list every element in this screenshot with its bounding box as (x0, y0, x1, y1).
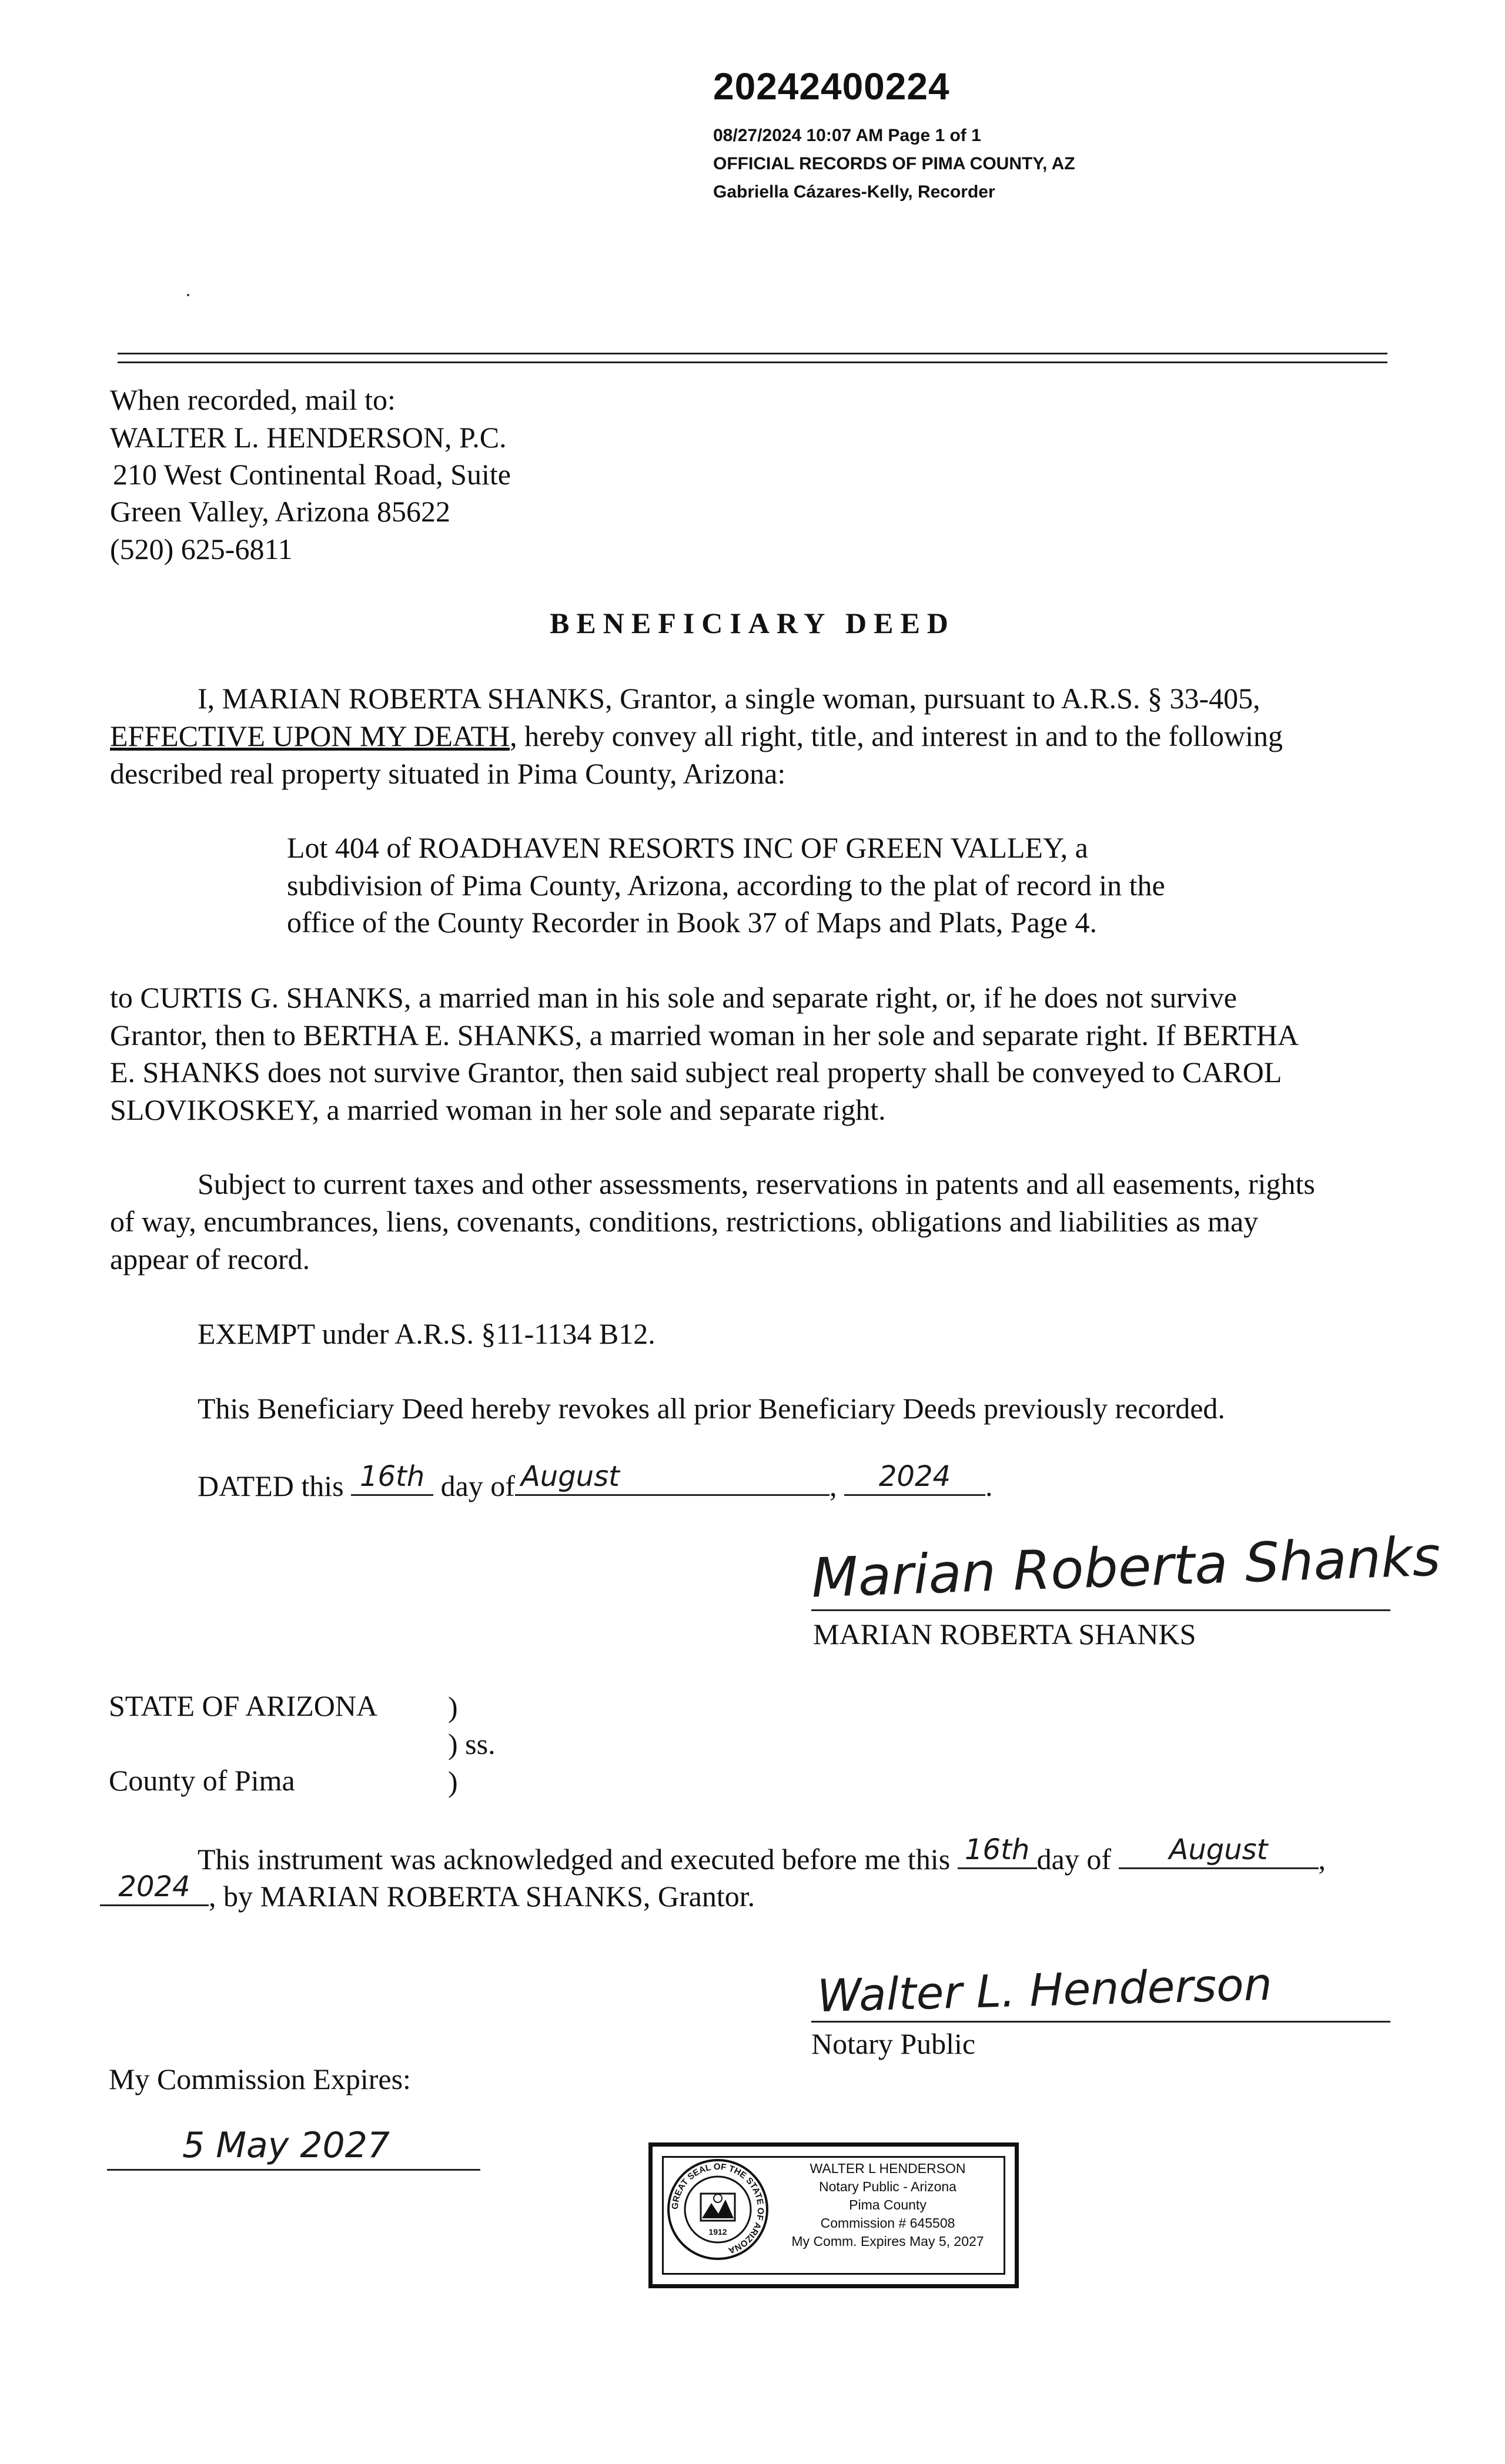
subject-line-2: of way, encumbrances, liens, covenants, conditions, restrictions, obligations and liabilities as may (110, 1205, 1259, 1238)
venue-paren-1: ) (448, 1690, 458, 1723)
commission-expires-label: My Commission Expires: (109, 2063, 411, 2095)
grantees-line-1: to CURTIS G. SHANKS, a married man in his sole and separate right, or, if he does not survive (110, 981, 1237, 1014)
ack-month-field (1119, 1833, 1319, 1869)
dated-line (198, 1460, 993, 1505)
mail-to-name: WALTER L. HENDERSON, P.C. (110, 421, 507, 454)
dated-day-field (351, 1460, 433, 1496)
document-title: BENEFICIARY DEED (550, 607, 955, 640)
subject-line-3: appear of record. (110, 1243, 310, 1275)
grant-line-1: I, MARIAN ROBERTA SHANKS, Grantor, a single woman, pursuant to A.R.S. § 33-405, (198, 682, 1260, 715)
grantees-line-3: E. SHANKS does not survive Grantor, then said subject real property shall be conveyed to CAROL (110, 1056, 1282, 1089)
mail-to-phone: (520) 625-6811 (110, 533, 293, 565)
dated-prefix: DATED this (198, 1469, 344, 1502)
stamp-text-block (779, 2160, 996, 2251)
dated-year-field (844, 1460, 985, 1496)
effective-upon-death: EFFECTIVE UPON MY DEATH (110, 719, 510, 752)
acknowledgment-line-1 (198, 1833, 1326, 1878)
grantor-signature: Marian Roberta Shanks (810, 1525, 1442, 1610)
revocation-clause: This Beneficiary Deed hereby revokes all prior Beneficiary Deeds previously recorded. (198, 1392, 1225, 1425)
dated-comma: , (829, 1469, 837, 1502)
venue-state: STATE OF ARIZONA (109, 1689, 378, 1722)
seal-ring-text: GREAT SEAL OF THE STATE OF ARIZONA (670, 2161, 766, 2256)
stamp-line-5: My Comm. Expires May 5, 2027 (791, 2234, 984, 2249)
dated-month-field (515, 1460, 830, 1496)
stamp-line-2: Notary Public - Arizona (819, 2179, 956, 2194)
venue-county: County of Pima (109, 1764, 295, 1797)
legal-line-3: office of the County Recorder in Book 37 of Maps and Plats, Page 4. (287, 906, 1098, 939)
exempt-clause: EXEMPT under A.R.S. §11-1134 B12. (198, 1317, 655, 1350)
grant-line-2-rest: , hereby convey all right, title, and interest in and to the following (510, 719, 1283, 752)
dated-day-handwritten: 16th (359, 1460, 425, 1493)
subject-line-1: Subject to current taxes and other assessments, reservations in patents and all easements, rights (198, 1167, 1315, 1200)
dated-end: . (985, 1469, 993, 1502)
notary-signature-line (811, 2021, 1390, 2023)
grantees-line-2: Grantor, then to BERTHA E. SHANKS, a married woman in her sole and separate right. If BERTHA (110, 1019, 1299, 1052)
dated-year-handwritten: 2024 (878, 1460, 951, 1493)
notary-public-label: Notary Public (811, 2027, 976, 2060)
ack-year-handwritten: 2024 (118, 1870, 190, 1903)
notary-signature: Walter L. Henderson (816, 1957, 1273, 2023)
ack-day-handwritten: 16th (964, 1833, 1030, 1866)
notary-stamp (648, 2142, 1019, 2288)
legal-line-2: subdivision of Pima County, Arizona, according to the plat of record in the (287, 869, 1165, 902)
mail-to-street: 210 West Continental Road, Suite (113, 458, 511, 491)
grantor-printed-name: MARIAN ROBERTA SHANKS (813, 1618, 1196, 1651)
venue-paren-3: ) (448, 1765, 458, 1798)
grantor-signature-line (811, 1609, 1390, 1611)
header-divider (118, 353, 1387, 363)
recording-datetime-page: 08/27/2024 10:07 AM Page 1 of 1 (713, 126, 981, 145)
recording-office: OFFICIAL RECORDS OF PIMA COUNTY, AZ (713, 154, 1075, 173)
mail-to-city: Green Valley, Arizona 85622 (110, 495, 451, 528)
venue-ss: ) ss. (448, 1728, 496, 1760)
recording-number: 20242400224 (713, 65, 950, 108)
stray-mark (187, 294, 189, 296)
dated-mid: day of (440, 1469, 515, 1502)
ack-month-handwritten: August (1169, 1833, 1268, 1866)
grant-line-3: described real property situated in Pima County, Arizona: (110, 757, 786, 790)
legal-line-1: Lot 404 of ROADHAVEN RESORTS INC OF GREEN VALLEY, a (287, 831, 1088, 864)
grant-line-2 (110, 717, 1283, 755)
ack-day-field (958, 1833, 1037, 1869)
dated-month-handwritten: August (520, 1460, 620, 1493)
mail-to-heading: When recorded, mail to: (110, 383, 396, 416)
stamp-notary-name: WALTER L HENDERSON (810, 2161, 966, 2176)
seal-year: 1912 (708, 2227, 727, 2237)
stamp-line-3: Pima County (849, 2197, 927, 2212)
ack-prefix: This instrument was acknowledged and executed before me this (198, 1843, 951, 1876)
ack-year-field (100, 1870, 209, 1906)
acknowledgment-line-2 (100, 1870, 755, 1915)
commission-date-line (107, 2169, 480, 2171)
ack-mid: day of (1036, 1843, 1111, 1876)
grantees-line-4: SLOVIKOSKEY, a married woman in her sole and separate right. (110, 1093, 886, 1126)
ack-suffix: , by MARIAN ROBERTA SHANKS, Grantor. (209, 1880, 755, 1913)
arizona-seal-icon (665, 2157, 770, 2262)
recorder-name: Gabriella Cázares-Kelly, Recorder (713, 182, 995, 202)
commission-expiration-date: 5 May 2027 (182, 2125, 390, 2166)
stamp-line-4: Commission # 645508 (820, 2215, 955, 2231)
ack-comma: , (1318, 1843, 1326, 1876)
